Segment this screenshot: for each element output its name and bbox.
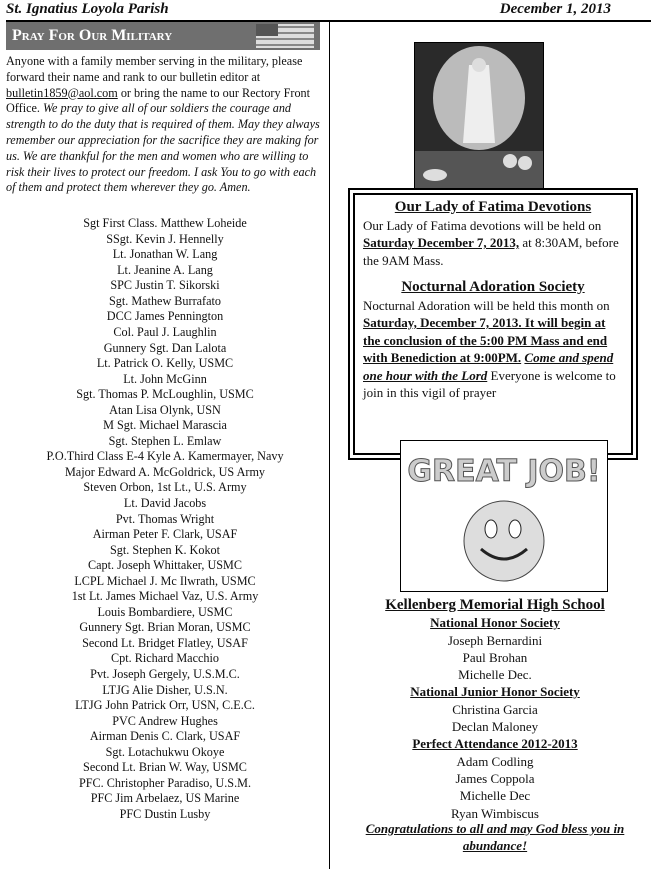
honoree-name: Paul Brohan <box>462 649 528 665</box>
service-member-name: Cpt. Richard Macchio <box>111 651 219 666</box>
fatima-title: Our Lady of Fatima Devotions <box>394 199 592 215</box>
service-member-name: Sgt First Class. Matthew Loheide <box>83 216 247 231</box>
military-prayer: We pray to give all of our soldiers the courage and strength to do the duty that is required of them. May they always remember our appreciation for the sacrifice they are making for us. We are thankful for the men and women who are willing to risk their lives to protect our freedom. I ask You to go with each of them and protect them wherever they go. Amen. <box>6 101 320 195</box>
njhs-heading: National Junior Honor Society <box>410 684 580 700</box>
attendance-list <box>336 753 654 822</box>
page-header <box>6 0 651 22</box>
service-member-name: Lt. Patrick O. Kelly, USMC <box>96 356 234 371</box>
service-member-name: P.O.Third Class E-4 Kyle A. Kamermayer, Navy <box>46 449 284 464</box>
honoree-name: Michelle Dec. <box>458 667 532 683</box>
editor-email-link[interactable]: bulletin1859@aol.com <box>6 85 118 100</box>
attendance-heading: Perfect Attendance 2012-2013 <box>412 736 578 752</box>
service-member-name: M Sgt. Michael Marascia <box>103 418 227 433</box>
military-names-list <box>6 216 324 822</box>
service-member-name: Sgt. Stephen K. Kokot <box>109 542 221 557</box>
service-member-name: PFC. Christopher Paradiso, U.S.M. <box>79 775 251 790</box>
nhs-list <box>336 632 654 684</box>
service-member-name: Capt. Joseph Whittaker, USMC <box>88 558 242 573</box>
service-member-name: Col. Paul J. Laughlin <box>113 325 217 339</box>
service-member-name: Major Edward A. McGoldrick, US Army <box>64 464 266 479</box>
service-member-name: SPC Justin T. Sikorski <box>110 278 220 293</box>
bulletin-date: December 1, 2013 <box>499 1 611 17</box>
service-member-name: Gunnery Sgt. Brian Moran, USMC <box>79 620 251 635</box>
service-member-name: Second Lt. Brian W. Way, USMC <box>83 760 247 775</box>
devotions-box <box>348 188 638 460</box>
honoree-name: Joseph Bernardini <box>447 632 543 648</box>
great-job-image <box>400 440 608 592</box>
service-member-name: Lt. Jonathan W. Lang <box>112 247 218 262</box>
honoree-name: Declan Maloney <box>451 719 539 735</box>
service-member-name: LTJG John Patrick Orr, USN, C.E.C. <box>75 698 255 713</box>
nhs-heading: National Honor Society <box>430 615 560 631</box>
honoree-name: Michelle Dec <box>459 788 531 804</box>
service-member-name: LTJG Alie Disher, U.S.N. <box>102 682 228 697</box>
smiley-icon <box>401 441 607 591</box>
service-member-name: Louis Bombardiere, USMC <box>97 604 233 619</box>
service-member-name: DCC James Pennington <box>106 309 224 324</box>
column-divider <box>329 21 330 869</box>
service-member-name: Airman Denis C. Clark, USAF <box>89 729 241 744</box>
service-member-name: Pvt. Thomas Wright <box>115 511 215 526</box>
flag-icon <box>256 24 314 48</box>
honoree-name: James Coppola <box>455 770 535 786</box>
adoration-text: Nocturnal Adoration will be held this month on Saturday, December 7, 2013. It will begin at the conclusion of the 5:00 PM Mass and end with Benediction at 9:00PM. Come and spend one hour with the Lord Everyone is welcome to join in this vigil of prayer <box>363 297 616 400</box>
service-member-name: Steven Orbon, 1st Lt., U.S. Army <box>83 480 247 495</box>
service-member-name: Airman Peter F. Clark, USAF <box>92 527 238 542</box>
service-member-name: SSgt. Kevin J. Hennelly <box>106 231 224 246</box>
honoree-name: Adam Codling <box>456 753 534 769</box>
service-member-name: Second Lt. Bridget Flatley, USAF <box>82 635 248 650</box>
service-member-name: Atan Lisa Olynk, USN <box>109 402 221 417</box>
service-member-name: Sgt. Lotachukwu Okoye <box>105 744 225 759</box>
service-member-name: PVC Andrew Hughes <box>112 713 218 728</box>
service-member-name: Pvt. Joseph Gergely, U.S.M.C. <box>90 667 240 682</box>
fatima-image <box>414 42 544 190</box>
military-banner <box>6 22 320 50</box>
honoree-name: Christina Garcia <box>452 701 538 717</box>
service-member-name: LCPL Michael J. Mc Ilwrath, USMC <box>74 573 256 588</box>
service-member-name: Sgt. Mathew Burrafato <box>108 293 222 308</box>
svg-text:GREAT JOB!: GREAT JOB! <box>407 454 601 489</box>
service-member-name: Lt. Jeanine A. Lang <box>117 262 213 277</box>
service-member-name: Lt. David Jacobs <box>123 496 207 511</box>
service-member-name: 1st Lt. James Michael Vaz, U.S. Army <box>71 589 259 604</box>
kellenberg-title: Kellenberg Memorial High School <box>385 597 605 613</box>
congrats-note: Congratulations to all and may God bless you in abundance! <box>365 821 625 853</box>
military-intro: Anyone with a family member serving in the military, please forward their name and rank to our bulletin editor at bulletin1859@aol.com or bring the name to our Rectory Front Office. We pray to give all of our soldiers the courage and strength to do the duty that is required of them. May they always remember our appreciation for the sacrifice they are making for us. We are thankful for the men and women who are willing to risk their lives to protect our freedom. I ask You to go with each of them and protect them wherever they go. Amen. <box>6 54 320 195</box>
adoration-title: Nocturnal Adoration Society <box>401 279 585 295</box>
honoree-name: Ryan Wimbiscus <box>451 805 539 821</box>
kellenberg-section <box>336 597 654 822</box>
military-column <box>6 22 324 823</box>
service-member-name: Sgt. Thomas P. McLoughlin, USMC <box>76 387 254 402</box>
service-member-name: Sgt. Stephen L. Emlaw <box>108 433 222 448</box>
service-member-name: Lt. John McGinn <box>123 371 207 386</box>
service-member-name: PFC Dustin Lusby <box>119 806 211 821</box>
service-member-name: PFC Jim Arbelaez, US Marine <box>90 791 240 806</box>
parish-name: St. Ignatius Loyola Parish <box>6 1 169 17</box>
njhs-list <box>336 701 654 736</box>
service-member-name: Gunnery Sgt. Dan Lalota <box>103 340 227 355</box>
fatima-text: Our Lady of Fatima devotions will be held on Saturday December 7, 2013, at 8:30AM, before the 9AM Mass. <box>363 217 619 268</box>
military-title: Pray For Our Military <box>12 27 173 44</box>
